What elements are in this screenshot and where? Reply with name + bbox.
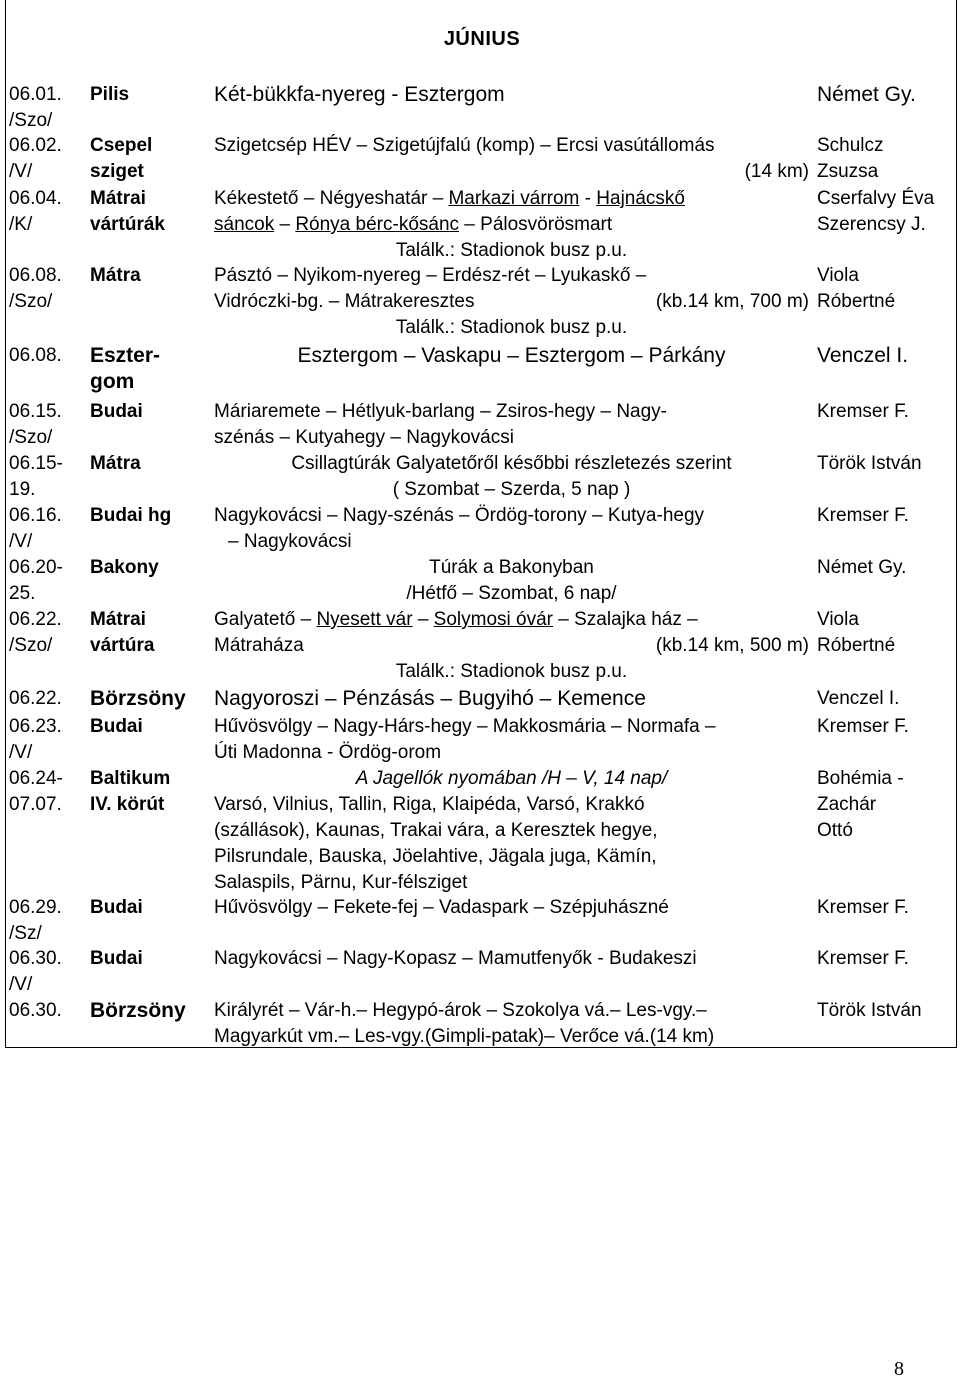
leader-cell: Viola Róbertné (817, 609, 896, 656)
area-cell: Börzsöny (90, 687, 186, 710)
date-cell: 06.08. /Szo/ (9, 265, 62, 312)
area-cell: Pilis (90, 84, 130, 105)
page-number: 8 (894, 1358, 904, 1380)
leader-cell: Német Gy. (817, 83, 916, 106)
leader-cell: Venczel I. (817, 688, 900, 709)
castle-link: sáncok (214, 214, 275, 235)
route-cell: Két-bükkfa-nyereg - Esztergom (214, 83, 505, 106)
area-cell: Csepel sziget (90, 135, 153, 182)
route-cell: Szigetcsép HÉV – Szigetújfalú (komp) – Ercsi vasútállomás (14 km) (214, 135, 809, 182)
castle-link: Nyesett vár (316, 609, 413, 630)
leader-cell: Schulcz Zsuzsa (817, 135, 884, 182)
route-cell: Galyatető – Nyesett vár – Solymosi óvár – Szalajka ház – Mátraháza (kb.14 km, 500 m) Találk.: Stadionok busz p.u. (214, 607, 809, 685)
date-cell: 06.15. /Szo/ (9, 401, 62, 448)
leader-cell: Kremser F. (817, 505, 909, 526)
area-cell: Mátra (90, 453, 141, 474)
leader-cell: Török István (817, 453, 922, 474)
date-cell: 06.08. (9, 345, 62, 366)
date-cell: 06.22. (9, 688, 62, 709)
castle-link: Hajnácskő (596, 188, 685, 209)
area-cell: Börzsöny (90, 999, 186, 1022)
meeting-point: Találk.: Stadionok busz p.u. (395, 317, 628, 338)
route-cell: Nagyoroszi – Pénzásás – Bugyihó – Kemence (214, 687, 646, 710)
leader-cell: Kremser F. (817, 897, 909, 918)
route-cell: Túrák a Bakonyban /Hétfő – Szombat, 6 nap/ (406, 557, 617, 604)
date-cell: 06.01. /Szo/ (9, 84, 62, 131)
area-cell: Budai hg (90, 505, 172, 526)
leader-cell: Kremser F. (817, 401, 909, 422)
date-cell: 06.22. /Szo/ (9, 609, 62, 656)
leader-cell: Kremser F. (817, 948, 909, 969)
castle-link: Solymosi óvár (433, 609, 553, 630)
leader-cell: Viola Róbertné (817, 265, 896, 312)
route-cell: Hűvösvölgy – Nagy-Hárs-hegy – Makkosmária – Normafa – Úti Madonna - Ördög-orom (214, 716, 716, 763)
date-cell: 06.24- 07.07. (9, 768, 63, 815)
month-title: JÚNIUS (443, 28, 521, 50)
schedule-table (5, 0, 957, 1048)
date-cell: 06.20- 25. (9, 557, 63, 604)
leader-cell: Venczel I. (817, 344, 909, 367)
date-cell: 06.23. /V/ (9, 716, 62, 763)
meeting-point: Találk.: Stadionok busz p.u. (395, 661, 628, 682)
date-cell: 06.15- 19. (9, 453, 63, 500)
trip-title: A Jagellók nyomában /H – V, 14 nap/ (355, 768, 668, 789)
area-cell: Mátra (90, 265, 141, 286)
area-cell: Budai (90, 897, 143, 918)
route-cell: Hűvösvölgy – Fekete-fej – Vadaspark – Szépjuhászné (214, 897, 669, 918)
route-cell: Máriaremete – Hétlyuk-barlang – Zsiros-hegy – Nagy- szénás – Kutyahegy – Nagykovácsi (214, 401, 668, 448)
area-cell: Mátrai vártúrák (90, 188, 165, 235)
leader-cell: Török István (817, 1000, 922, 1021)
castle-link: Markazi várrom (448, 188, 580, 209)
date-cell: 06.30. (9, 1000, 62, 1021)
route-cell: Pásztó – Nyikom-nyereg – Erdész-rét – Lyukaskő – Vidróczki-bg. – Mátrakeresztes (kb.14 km, 700 m) Találk.: Stadionok busz p.u. (214, 263, 809, 341)
area-cell: Eszter- gom (90, 344, 161, 393)
castle-link: Rónya bérc-kősánc (295, 214, 460, 235)
area-cell: Bakony (90, 557, 159, 578)
date-cell: 06.02. /V/ (9, 135, 62, 182)
route-cell: Csillagtúrák Galyatetőről későbbi részletezés szerint ( Szombat – Szerda, 5 nap ) (291, 453, 732, 500)
area-cell: Budai (90, 716, 143, 737)
route-cell: Királyrét – Vár-h.– Hegypó-árok – Szokolya vá.– Les-vgy.– Magyarkút vm.– Les-vgy.(Gimpli-patak)– Verőce vá.(14 km) (214, 1000, 715, 1047)
date-cell: 06.30. /V/ (9, 948, 62, 995)
leader-cell: Német Gy. (817, 557, 907, 578)
route-cell: A Jagellók nyomában /H – V, 14 nap/ Varsó, Vilnius, Tallin, Riga, Klaipéda, Varsó, Krakkó (szállások), Kaunas, Trakai vára, a Keresztek hegye, Pilsrundale, Bauska, Jöelahtive, Jägala juga, Kämín, Salaspils, Pärnu, Kur-félsziget (214, 766, 809, 896)
area-cell: Baltikum IV. körút (90, 768, 171, 815)
date-cell: 06.16. /V/ (9, 505, 62, 552)
date-cell: 06.04. /K/ (9, 188, 62, 235)
area-cell: Budai (90, 401, 143, 422)
route-cell: Kékestető – Négyeshatár – Markazi várrom - Hajnácskő sáncok – Rónya bérc-kősánc – Pálosvörösmart Találk.: Stadionok busz p.u. (214, 186, 809, 264)
leader-cell: Kremser F. (817, 716, 909, 737)
leader-cell: Bohémia - Zachár Ottó (817, 768, 904, 841)
route-cell: Nagykovácsi – Nagy-szénás – Ördög-torony – Kutya-hegy – Nagykovácsi (214, 505, 705, 552)
area-cell: Mátrai vártúra (90, 609, 155, 656)
meeting-point: Találk.: Stadionok busz p.u. (395, 240, 628, 261)
route-cell: Esztergom – Vaskapu – Esztergom – Párkány (297, 344, 726, 367)
route-cell: Nagykovácsi – Nagy-Kopasz – Mamutfenyők - Budakeszi (214, 948, 697, 969)
leader-cell: Cserfalvy Éva Szerencsy J. (817, 188, 935, 235)
date-cell: 06.29. /Sz/ (9, 897, 62, 944)
area-cell: Budai (90, 948, 143, 969)
